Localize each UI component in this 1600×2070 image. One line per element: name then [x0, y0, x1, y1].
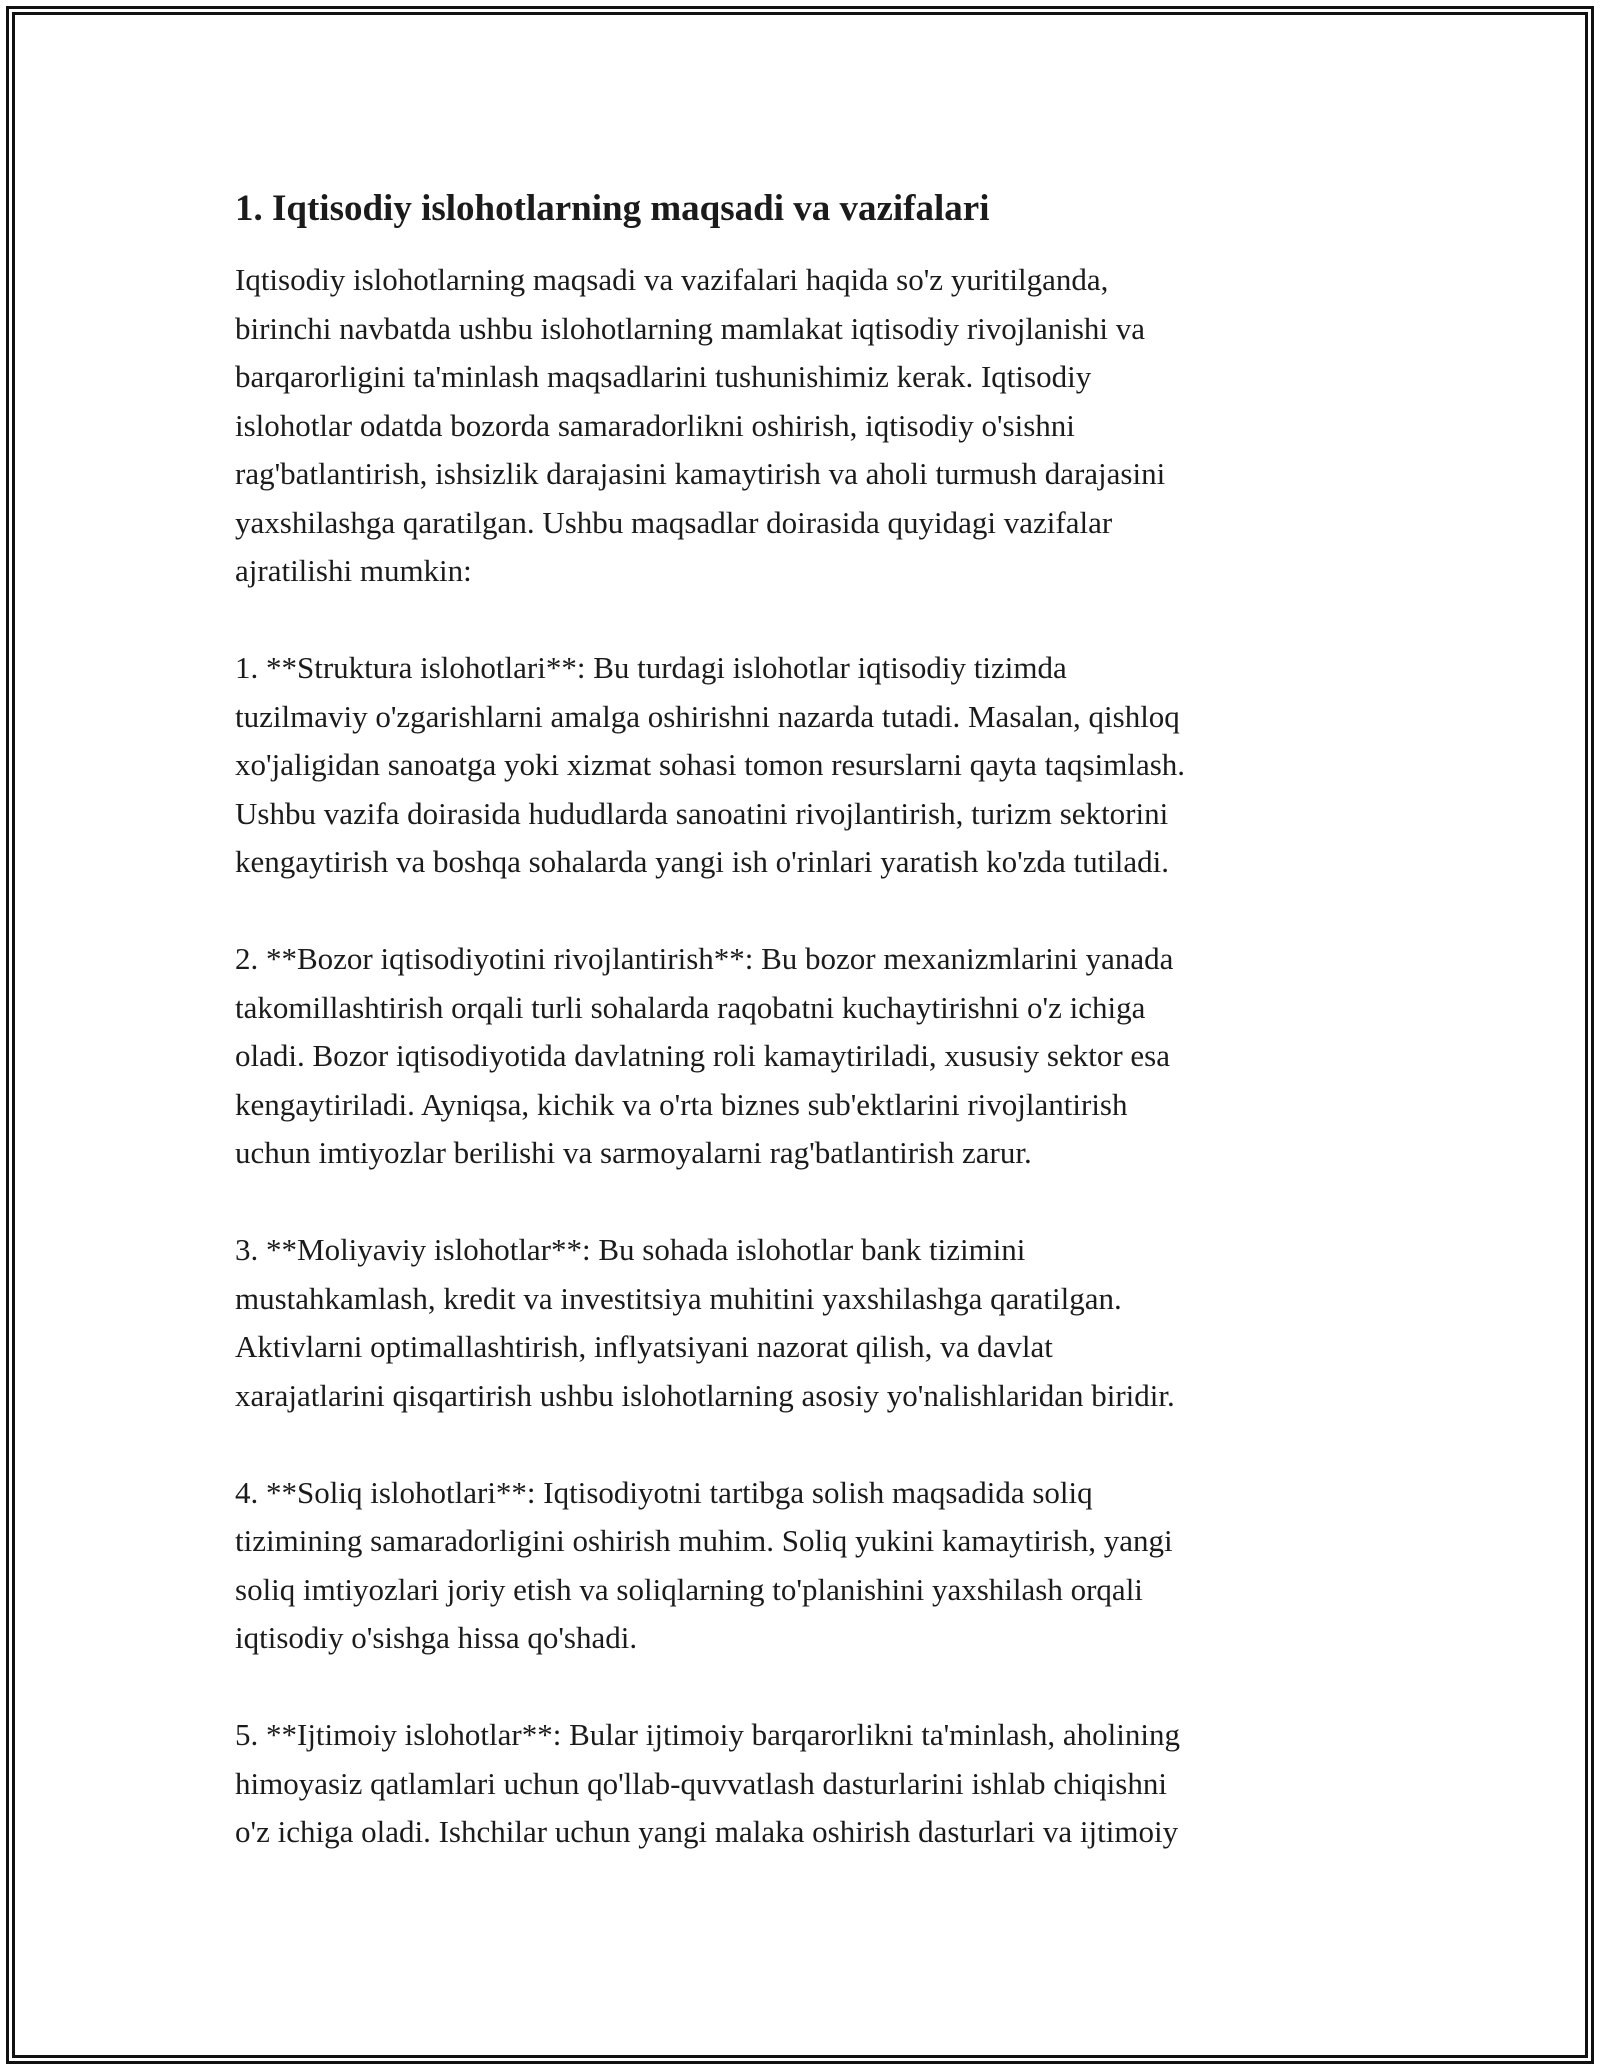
structural-reforms-paragraph — [235, 644, 1370, 887]
social-reforms-paragraph — [235, 1711, 1370, 1857]
text-line: uchun imtiyozlar berilishi va sarmoyalarni rag'batlantirish zarur. — [235, 1135, 1032, 1170]
text-line: o'z ichiga oladi. Ishchilar uchun yangi malaka oshirish dasturlari va ijtimoiy — [235, 1814, 1179, 1849]
text-line: 2. **Bozor iqtisodiyotini rivojlantirish**: Bu bozor mexanizmlarini yanada — [235, 941, 1174, 976]
text-line: kengaytiriladi. Ayniqsa, kichik va o'rta biznes sub'ektlarini rivojlantirish — [235, 1086, 1128, 1122]
text-line: tuzilmaviy o'zgarishlarni amalga oshirishni nazarda tutadi. Masalan, qishloq — [235, 698, 1180, 734]
text-line: islohotlar odatda bozorda samaradorlikni oshirish, iqtisodiy o'sishni — [235, 407, 1075, 443]
text-line: mustahkamlash, kredit va investitsiya muhitini yaxshilashga qaratilgan. — [235, 1280, 1122, 1316]
text-line: takomillashtirish orqali turli sohalarda raqobatni kuchaytirishni o'z ichiga — [235, 989, 1146, 1025]
text-line: soliq imtiyozlari joriy etish va soliqlarning to'planishini yaxshilash orqali — [235, 1571, 1143, 1607]
text-line: 3. **Moliyaviy islohotlar**: Bu sohada islohotlar bank tizimini — [235, 1232, 1026, 1267]
text-line: ajratilishi mumkin: — [235, 553, 472, 588]
text-line: oladi. Bozor iqtisodiyotida davlatning roli kamaytiriladi, xususiy sektor esa — [235, 1038, 1171, 1073]
text-line: himoyasiz qatlamlari uchun qo'llab-quvvatlash dasturlarini ishlab chiqishni — [235, 1765, 1167, 1801]
intro-paragraph — [235, 256, 1370, 596]
text-line: 4. **Soliq islohotlari**: Iqtisodiyotni tartibga solish maqsadida soliq — [235, 1474, 1093, 1510]
text-line: Aktivlarni optimallashtirish, inflyatsiyani nazorat qilish, va davlat — [235, 1329, 1053, 1364]
text-line: Ushbu vazifa doirasida hududlarda sanoatini rivojlantirish, turizm sektorini — [235, 795, 1169, 831]
text-line: tizimining samaradorligini oshirish muhim. Soliq yukini kamaytirish, yangi — [235, 1523, 1173, 1558]
text-line: 5. **Ijtimoiy islohotlar**: Bular ijtimoiy barqarorlikni ta'minlash, aholining — [235, 1717, 1180, 1752]
text-line: yaxshilashga qaratilgan. Ushbu maqsadlar doirasida quyidagi vazifalar — [235, 504, 1113, 540]
text-line: birinchi navbatda ushbu islohotlarning mamlakat iqtisodiy rivojlanishi va — [235, 310, 1146, 346]
section-heading: 1. Iqtisodiy islohotlarning maqsadi va vazifalari — [235, 188, 990, 229]
text-line: barqarorligini ta'minlash maqsadlarini tushunishimiz kerak. Iqtisodiy — [235, 359, 1092, 394]
text-line: xo'jaligidan sanoatga yoki xizmat sohasi tomon resurslarni qayta taqsimlash. — [235, 747, 1186, 782]
tax-reforms-paragraph — [235, 1469, 1370, 1663]
text-line: 1. **Struktura islohotlari**: Bu turdagi islohotlar iqtisodiy tizimda — [235, 650, 1067, 685]
financial-reforms-paragraph — [235, 1226, 1370, 1420]
text-line: kengaytirish va boshqa sohalarda yangi ish o'rinlari yaratish ko'zda tutiladi. — [235, 844, 1170, 879]
text-line: Iqtisodiy islohotlarning maqsadi va vazifalari haqida so'z yuritilganda, — [235, 262, 1109, 297]
text-line: xarajatlarini qisqartirish ushbu islohotlarning asosiy yo'nalishlaridan biridir. — [235, 1377, 1175, 1413]
document-body — [235, 186, 1370, 1905]
text-line: rag'batlantirish, ishsizlik darajasini kamaytirish va aholi turmush darajasini — [235, 456, 1166, 491]
text-line: iqtisodiy o'sishga hissa qo'shadi. — [235, 1620, 638, 1655]
market-economy-paragraph — [235, 935, 1370, 1178]
